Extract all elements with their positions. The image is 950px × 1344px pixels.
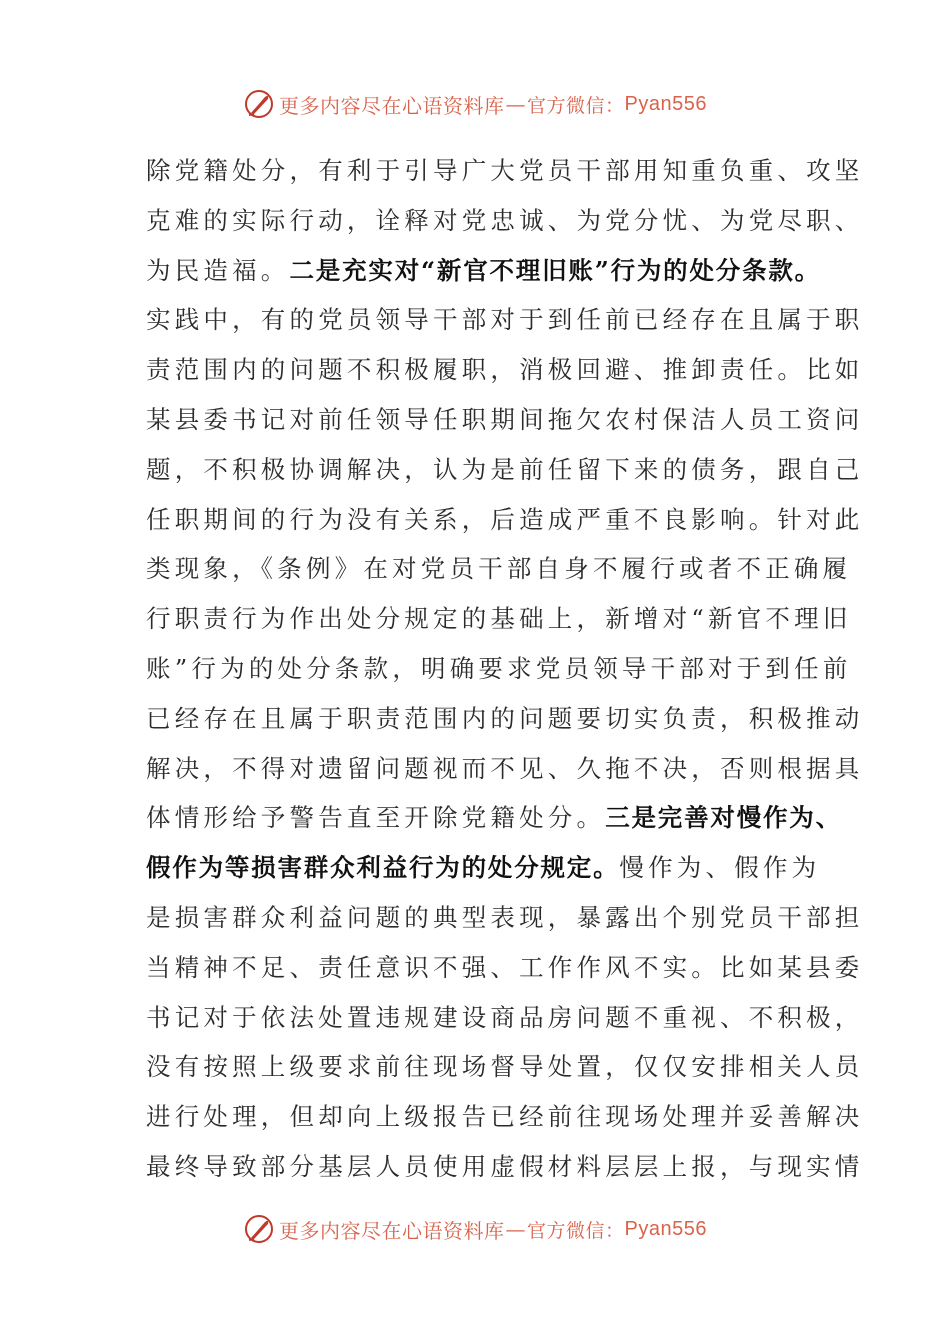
- text-line: 体情形给予警告直至开除党籍处分。三是完善对慢作为、: [146, 803, 842, 833]
- text-line: 题，不积极协调解决，认为是前任留下来的债务，跟自己: [146, 454, 864, 484]
- text-line: 没有按照上级要求前往现场督导处置，仅仅安排相关人员: [146, 1052, 864, 1082]
- text-line: 责范围内的问题不积极履职，消极回避、推卸责任。比如: [146, 355, 864, 385]
- text-line: 假作为等损害群众利益行为的处分规定。慢作为、假作为: [146, 853, 821, 883]
- separator: —: [505, 1217, 526, 1241]
- text-line: 最终导致部分基层人员使用虚假材料层层上报，与现实情: [146, 1151, 864, 1181]
- bold-heading: 假作为等损害群众利益行为的处分规定。: [146, 853, 620, 883]
- header-banner: [0, 84, 950, 124]
- text-line: 解决，不得对遗留问题视而不见、久拖不决，否则根据具: [146, 753, 864, 783]
- wechat-label: 官方微信：: [527, 1219, 625, 1242]
- text-line: 任职期间的行为没有关系，后造成严重不良影响。针对此: [146, 504, 864, 534]
- text-line: 除党籍处分，有利于引导广大党员干部用知重负重、攻坚: [146, 156, 864, 185]
- bold-heading: 三是完善对慢作为、: [605, 803, 842, 833]
- text-line: 类现象，《条例》在对党员干部自身不履行或者不正确履: [146, 554, 852, 584]
- text-line: 某县委书记对前任领导任职期间拖欠农村保洁人员工资问: [146, 404, 864, 434]
- wechat-id: Pyan556: [624, 1217, 707, 1240]
- document-body: [146, 146, 864, 1192]
- text-line: 进行处理，但却向上级报告已经前往现场处理并妥善解决: [146, 1102, 864, 1132]
- text-line: 是损害群众利益问题的典型表现，暴露出个别党员干部担: [146, 902, 864, 932]
- text-line: 为民造福。二是充实对“新官不理旧账”行为的处分条款。: [146, 255, 821, 285]
- text-line: 实践中，有的党员领导干部对于到任前已经存在且属于职: [146, 305, 864, 335]
- footer-banner: [0, 1209, 950, 1249]
- bold-heading: 二是充实对“新官不理旧账”行为的处分条款。: [289, 255, 821, 285]
- text-line: 账”行为的处分条款，明确要求党员领导干部对于到任前: [146, 653, 852, 683]
- site-name: 更多内容尽在心语资料库: [279, 93, 505, 118]
- text-line: 已经存在且属于职责范围内的问题要切实负责，积极推动: [146, 703, 864, 733]
- quill-pen-logo-icon: [243, 88, 275, 120]
- separator: —: [505, 92, 526, 116]
- text-line: 克难的实际行动，诠释对党忠诚、为党分忧、为党尽职、: [146, 205, 864, 235]
- text-line: 书记对于依法处置违规建设商品房问题不重视、不积极，: [146, 1002, 864, 1032]
- wechat-label: 官方微信：: [527, 94, 625, 117]
- quill-pen-logo-icon: [243, 1213, 275, 1245]
- text-line: 当精神不足、责任意识不强、工作作风不实。比如某县委: [146, 952, 864, 982]
- wechat-id: Pyan556: [624, 92, 707, 115]
- text-line: 行职责行为作出处分规定的基础上，新增对“新官不理旧: [146, 604, 852, 634]
- site-name: 更多内容尽在心语资料库: [279, 1218, 505, 1243]
